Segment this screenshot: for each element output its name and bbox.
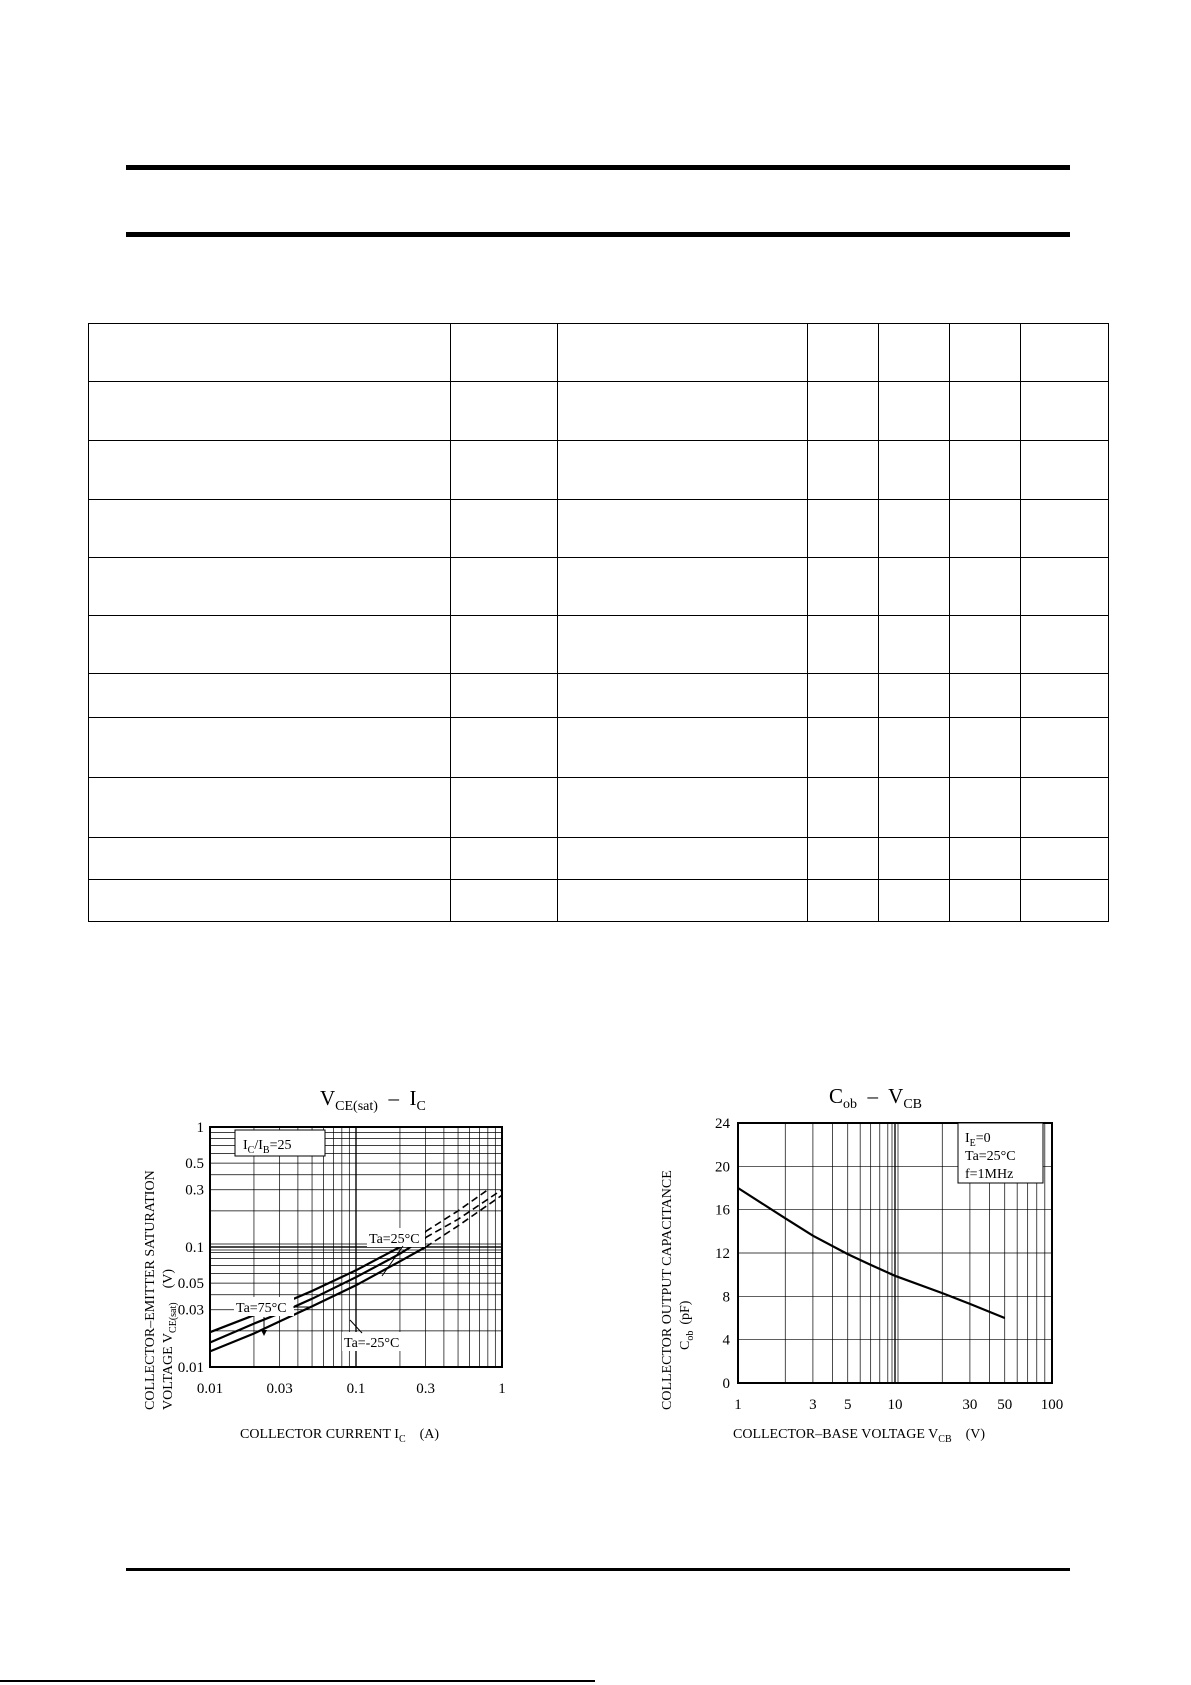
- table-cell: [89, 674, 451, 718]
- electrical-characteristics-table: [88, 323, 1109, 922]
- table-cell: [1021, 838, 1109, 880]
- table-cell: [808, 778, 879, 838]
- table-cell: [89, 616, 451, 674]
- table-row: [89, 500, 1109, 558]
- table-cell: [451, 718, 558, 778]
- table-cell: [1021, 324, 1109, 382]
- y-tick-label: 0.03: [177, 1302, 204, 1319]
- table-cell: [1021, 441, 1109, 500]
- table-cell: [950, 616, 1021, 674]
- table-cell: [879, 500, 950, 558]
- table-row: [89, 616, 1109, 674]
- table-cell: [89, 838, 451, 880]
- table-cell: [1021, 718, 1109, 778]
- table-cell: [1021, 558, 1109, 616]
- y-tick-label: 1: [196, 1120, 204, 1136]
- table-row: [89, 674, 1109, 718]
- table-cell: [879, 674, 950, 718]
- table-cell: [558, 324, 808, 382]
- y-tick-label: 20: [715, 1159, 730, 1176]
- table-cell: [1021, 880, 1109, 922]
- y-tick-label: 0.3: [185, 1182, 204, 1199]
- condition-ie: $I_E=0$: [965, 1131, 991, 1149]
- y-tick-label: 0.1: [185, 1240, 204, 1256]
- table-row: [89, 441, 1109, 500]
- table-cell: [808, 441, 879, 500]
- header-bottom-rule: [126, 232, 1070, 237]
- table-cell: [558, 382, 808, 441]
- table-cell: [808, 838, 879, 880]
- table-cell: [879, 382, 950, 441]
- table-cell: [879, 324, 950, 382]
- table-cell: [558, 558, 808, 616]
- table-cell: [451, 674, 558, 718]
- table-cell: [879, 778, 950, 838]
- condition-ta: Ta=25°C: [965, 1149, 1016, 1164]
- x-tick-label: 1: [498, 1381, 506, 1397]
- y-tick-labels: [178, 1120, 204, 1376]
- y-tick-label: 0.05: [177, 1276, 204, 1293]
- x-tick-label: 10: [887, 1397, 903, 1413]
- y-tick-label: 12: [715, 1246, 730, 1262]
- table-row: [89, 838, 1109, 880]
- table-cell: [879, 718, 950, 778]
- table-cell: [808, 616, 879, 674]
- x-tick-label: 1: [734, 1397, 742, 1413]
- table-cell: [451, 441, 558, 500]
- x-tick-label: 50: [997, 1397, 1013, 1413]
- x-tick-label: 3: [809, 1397, 817, 1413]
- table-cell: [808, 880, 879, 922]
- y-axis-label: COLLECTOR–EMITTER SATURATION: [143, 1170, 158, 1410]
- table-cell: [1021, 778, 1109, 838]
- table-cell: [950, 718, 1021, 778]
- plot-grid: [210, 1127, 502, 1367]
- y-tick-labels: [715, 1116, 731, 1392]
- table-cell: [879, 616, 950, 674]
- condition-label: $I_C/I_B=25$: [243, 1138, 292, 1156]
- footer-rule: [126, 1568, 1070, 1571]
- table-cell: [89, 324, 451, 382]
- table-cell: [89, 500, 451, 558]
- y-tick-label: 4: [722, 1332, 730, 1349]
- x-tick-label: 0.01: [196, 1381, 224, 1397]
- x-tick-label: 5: [843, 1397, 852, 1413]
- table-cell: [451, 778, 558, 838]
- chart-title: $V_{CE(sat)} - I_C$: [320, 1086, 426, 1114]
- table-cell: [950, 382, 1021, 441]
- table-cell: [808, 674, 879, 718]
- y-axis-label: COLLECTOR OUTPUT CAPACITANCE: [660, 1170, 675, 1410]
- series-line-dashed-0: [426, 1190, 502, 1238]
- table-cell: [879, 558, 950, 616]
- table-cell: [558, 778, 808, 838]
- x-tick-label: 0.03: [266, 1381, 293, 1397]
- table-cell: [451, 880, 558, 922]
- table-cell: [879, 441, 950, 500]
- table-cell: [808, 718, 879, 778]
- y-axis-label-2: VOLTAGE $V_{CE(sat)}(V)$: [161, 1268, 179, 1410]
- table-cell: [89, 382, 451, 441]
- x-axis-label: COLLECTOR CURRENT $I_C$ (A): [240, 1427, 440, 1445]
- table-cell: [879, 880, 950, 922]
- table-cell: [950, 674, 1021, 718]
- series-line-0: [210, 1238, 426, 1343]
- table-cell: [808, 324, 879, 382]
- table-cell: [451, 616, 558, 674]
- table-cell: [808, 500, 879, 558]
- page-bottom-rule: [0, 1680, 595, 1682]
- x-axis-label: COLLECTOR–BASE VOLTAGE $V_{CB}$ (V): [733, 1427, 986, 1445]
- table-cell: [1021, 382, 1109, 441]
- x-tick-label: 100: [1040, 1397, 1064, 1413]
- table-cell: [558, 674, 808, 718]
- y-tick-label: 8: [722, 1289, 730, 1306]
- table-cell: [451, 324, 558, 382]
- table-cell: [950, 500, 1021, 558]
- vcesat-vs-ic-chart: [140, 1080, 600, 1470]
- table-row: [89, 880, 1109, 922]
- table-cell: [950, 558, 1021, 616]
- table-cell: [558, 718, 808, 778]
- table-cell: [1021, 674, 1109, 718]
- table-row: [89, 558, 1109, 616]
- table-cell: [808, 382, 879, 441]
- table-cell: [451, 500, 558, 558]
- x-tick-label: 0.3: [416, 1381, 436, 1397]
- table-cell: [1021, 616, 1109, 674]
- table-cell: [451, 382, 558, 441]
- y-tick-label: 0: [722, 1376, 730, 1392]
- table-cell: [950, 324, 1021, 382]
- cob-vs-vcb-chart: [655, 1080, 1095, 1470]
- x-tick-label: 0.1: [346, 1381, 366, 1397]
- table-cell: [558, 838, 808, 880]
- table-cell: [950, 441, 1021, 500]
- table-cell: [451, 838, 558, 880]
- y-axis-label-2: $C_{ob}(pF)$: [678, 1300, 696, 1350]
- table-cell: [558, 500, 808, 558]
- table-cell: [558, 441, 808, 500]
- y-tick-label: 0.01: [177, 1360, 204, 1376]
- table-cell: [89, 880, 451, 922]
- y-tick-label: 24: [715, 1116, 730, 1132]
- table-cell: [950, 880, 1021, 922]
- table-cell: [451, 558, 558, 616]
- series-label-ta-25: Ta=-25°C: [344, 1336, 400, 1351]
- table-row: [89, 324, 1109, 382]
- table-cell: [89, 441, 451, 500]
- table-cell: [558, 616, 808, 674]
- condition-f: f=1MHz: [965, 1167, 1014, 1182]
- series-label-ta75: Ta=75°C: [236, 1301, 287, 1316]
- x-tick-label: 30: [962, 1397, 978, 1413]
- x-tick-labels: [197, 1381, 506, 1397]
- y-tick-label: 16: [715, 1202, 730, 1219]
- table-cell: [950, 778, 1021, 838]
- table-row: [89, 382, 1109, 441]
- header-top-rule: [126, 165, 1070, 170]
- table-cell: [950, 838, 1021, 880]
- table-cell: [558, 880, 808, 922]
- table-row: [89, 778, 1109, 838]
- x-tick-labels: [734, 1397, 1063, 1413]
- table-cell: [89, 778, 451, 838]
- chart-title: $C_{ob} - V_{CB}$: [829, 1084, 922, 1112]
- table-cell: [89, 718, 451, 778]
- table-cell: [808, 558, 879, 616]
- table-cell: [879, 838, 950, 880]
- series-label-ta25: Ta=25°C: [369, 1232, 420, 1247]
- y-tick-label: 0.5: [185, 1156, 204, 1173]
- table-row: [89, 718, 1109, 778]
- table-cell: [89, 558, 451, 616]
- table-cell: [1021, 500, 1109, 558]
- series-line-dashed-2: [426, 1195, 502, 1247]
